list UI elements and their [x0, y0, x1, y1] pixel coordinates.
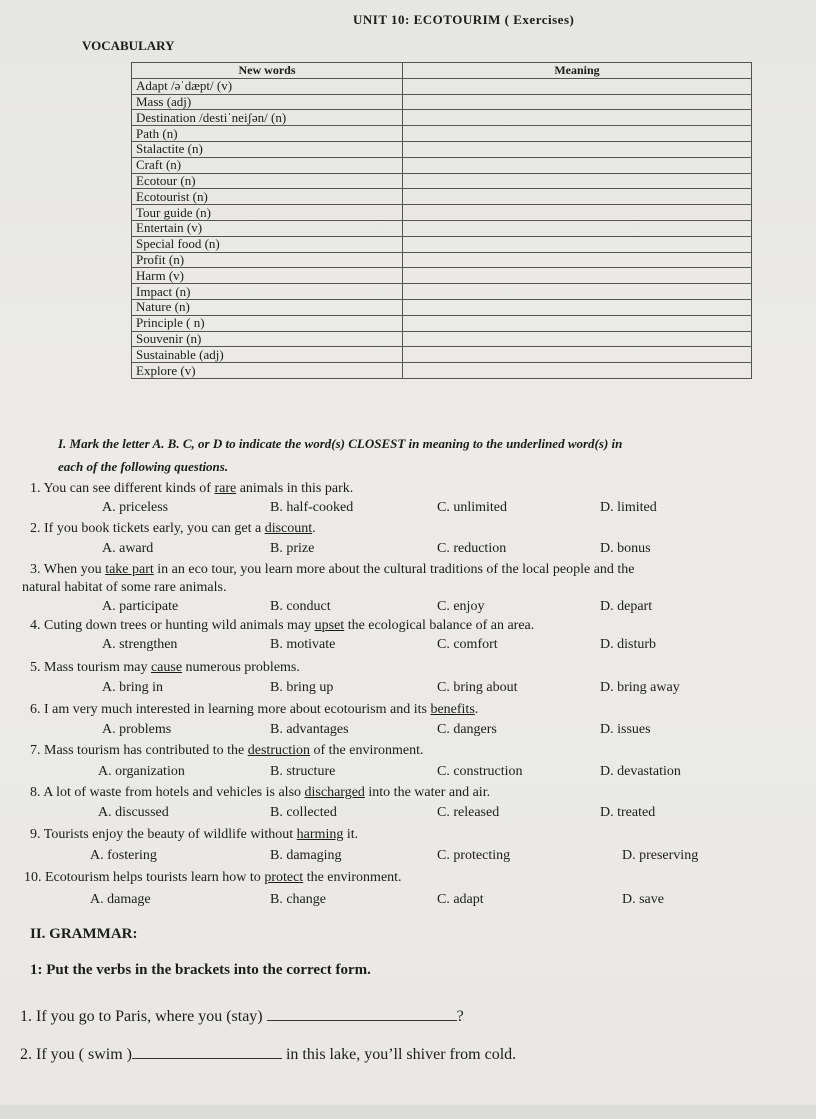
vocab-meaning-cell[interactable] [403, 141, 752, 157]
grammar-item-2-text: 2. If you ( swim ) [20, 1046, 132, 1063]
underlined-word: take part [105, 562, 154, 577]
new-words-header: New words [132, 63, 403, 79]
underlined-word: cause [150, 660, 183, 675]
option-d[interactable]: D. save [622, 892, 664, 907]
question-text: 6. I am very much interested in learning more about ecotourism and its [30, 702, 431, 717]
vocab-row [132, 315, 752, 331]
vocab-meaning-cell[interactable] [403, 331, 752, 347]
grammar-title: II. GRAMMAR: [30, 926, 138, 942]
question-text-end: . [474, 702, 479, 717]
vocab-word: Special food (n) [132, 236, 403, 252]
option-b[interactable]: B. bring up [270, 680, 334, 695]
option-d[interactable]: D. disturb [600, 637, 656, 652]
vocab-row [132, 205, 752, 221]
vocab-meaning-cell[interactable] [403, 299, 752, 315]
question-text-end: of the environment. [309, 743, 424, 758]
question-3-line2: natural habitat of some rare animals. [22, 580, 227, 595]
page-title: UNIT 10: ECOTOURIM ( Exercises) [353, 12, 575, 27]
vocab-meaning-cell[interactable] [403, 110, 752, 126]
vocabulary-label: VOCABULARY [82, 38, 175, 53]
option-b[interactable]: B. half-cooked [270, 500, 354, 515]
vocab-meaning-cell[interactable] [403, 347, 752, 363]
option-c[interactable]: C. protecting [437, 848, 511, 863]
vocab-word: Nature (n) [132, 299, 403, 315]
question-9 [30, 827, 358, 843]
option-a[interactable]: A. strengthen [102, 637, 178, 652]
vocab-row [132, 252, 752, 268]
grammar-item-2-blank[interactable] [132, 1044, 282, 1059]
vocab-row [132, 157, 752, 173]
grammar-item-1-text: 1. If you go to Paris, where you (stay) [20, 1008, 267, 1025]
vocab-row [132, 236, 752, 252]
vocab-meaning-cell[interactable] [403, 252, 752, 268]
option-c[interactable]: C. construction [437, 764, 523, 779]
vocab-word: Harm (v) [132, 268, 403, 284]
question-4 [30, 618, 534, 634]
vocab-row [132, 126, 752, 142]
underlined-word: upset [314, 618, 345, 633]
option-a[interactable]: A. participate [102, 599, 179, 614]
question-text: 1. You can see different kinds of [30, 481, 215, 496]
vocab-word: Stalactite (n) [132, 141, 403, 157]
option-b[interactable]: B. prize [270, 541, 315, 556]
underlined-word: harming [296, 827, 344, 842]
vocab-row [132, 268, 752, 284]
grammar-item-2-end: in this lake, you’ll shiver from cold. [281, 1046, 517, 1063]
vocab-word: Mass (adj) [132, 94, 403, 110]
option-a[interactable]: A. bring in [102, 680, 164, 695]
question-text-end: animals in this park. [236, 481, 354, 496]
option-c[interactable]: C. reduction [437, 541, 507, 556]
option-c[interactable]: C. unlimited [437, 500, 507, 515]
question-7 [30, 743, 424, 759]
option-a[interactable]: A. problems [102, 722, 172, 737]
option-c[interactable]: C. comfort [437, 637, 498, 652]
vocab-row [132, 94, 752, 110]
vocab-word: Tour guide (n) [132, 205, 403, 221]
vocab-meaning-cell[interactable] [403, 157, 752, 173]
vocab-word: Destination /destiˈneiʃən/ (n) [132, 110, 403, 126]
underlined-word: benefits [430, 702, 475, 717]
option-d[interactable]: D. limited [600, 500, 657, 515]
vocab-meaning-cell[interactable] [403, 284, 752, 300]
option-b[interactable]: B. structure [270, 764, 336, 779]
vocab-row [132, 220, 752, 236]
option-c[interactable]: C. adapt [437, 892, 484, 907]
vocab-row [132, 141, 752, 157]
question-text: 2. If you book tickets early, you can get a [30, 521, 265, 536]
vocab-row [132, 363, 752, 379]
vocab-word: Impact (n) [132, 284, 403, 300]
underlined-word: rare [214, 481, 237, 496]
option-a[interactable]: A. fostering [90, 848, 157, 863]
option-c[interactable]: C. enjoy [437, 599, 485, 614]
option-d[interactable]: D. treated [600, 805, 656, 820]
vocab-row [132, 78, 752, 94]
option-b[interactable]: B. conduct [270, 599, 331, 614]
option-b[interactable]: B. motivate [270, 637, 336, 652]
option-d[interactable]: D. bring away [600, 680, 680, 695]
question-text-end: numerous problems. [182, 660, 300, 675]
question-2 [30, 521, 316, 537]
grammar-item-2 [20, 1044, 516, 1064]
grammar-item-1-end: ? [456, 1008, 464, 1025]
grammar-item-1-blank[interactable] [267, 1006, 457, 1021]
vocab-row [132, 284, 752, 300]
vocab-meaning-cell[interactable] [403, 220, 752, 236]
vocab-row [132, 189, 752, 205]
vocabulary-table [131, 62, 752, 379]
question-8 [30, 785, 490, 801]
vocab-meaning-cell[interactable] [403, 363, 752, 379]
vocab-meaning-cell[interactable] [403, 189, 752, 205]
option-b[interactable]: B. change [270, 892, 326, 907]
question-text: 8. A lot of waste from hotels and vehicles is also [30, 785, 305, 800]
vocab-meaning-cell[interactable] [403, 236, 752, 252]
vocab-word: Path (n) [132, 126, 403, 142]
option-c[interactable]: C. released [437, 805, 500, 820]
option-c[interactable]: C. bring about [437, 680, 518, 695]
vocab-row [132, 299, 752, 315]
section1-heading-line2: each of the following questions. [58, 459, 229, 474]
option-b[interactable]: B. collected [270, 805, 337, 820]
vocab-row [132, 173, 752, 189]
vocab-meaning-cell[interactable] [403, 173, 752, 189]
underlined-word: discharged [304, 785, 365, 800]
question-text-end: . [312, 521, 316, 536]
option-a[interactable]: A. award [102, 541, 154, 556]
question-text-end: it. [343, 827, 359, 842]
vocab-meaning-cell[interactable] [403, 315, 752, 331]
question-text: 3. When you [30, 562, 106, 577]
question-6 [30, 702, 478, 718]
vocab-word: Explore (v) [132, 363, 403, 379]
question-10 [24, 870, 402, 886]
question-text: 10. Ecotourism helps tourists learn how to [24, 870, 265, 885]
section1-heading-line1: I. Mark the letter A. B. C, or D to indicate the word(s) CLOSEST in meaning to the underlined word(s) in [58, 436, 623, 451]
option-b[interactable]: B. advantages [270, 722, 349, 737]
meaning-header: Meaning [403, 63, 752, 79]
option-a[interactable]: A. damage [90, 892, 151, 907]
vocab-row [132, 331, 752, 347]
question-text-end: in an eco tour, you learn more about the cultural traditions of the local people and the [153, 562, 635, 577]
question-1 [30, 481, 353, 497]
vocab-meaning-cell[interactable] [403, 94, 752, 110]
grammar-exercise-title: 1: Put the verbs in the brackets into the correct form. [30, 962, 371, 978]
option-d[interactable]: D. issues [600, 722, 651, 737]
option-a[interactable]: A. organization [98, 764, 185, 779]
vocab-row [132, 347, 752, 363]
question-text: 4. Cuting down trees or hunting wild animals may [30, 618, 315, 633]
vocab-row [132, 110, 752, 126]
option-d[interactable]: D. devastation [600, 764, 681, 779]
option-d[interactable]: D. preserving [622, 848, 699, 863]
underlined-word: discount [264, 521, 313, 536]
vocab-word: Principle ( n) [132, 315, 403, 331]
vocab-meaning-cell[interactable] [403, 205, 752, 221]
vocab-word: Ecotour (n) [132, 173, 403, 189]
vocab-word: Sustainable (adj) [132, 347, 403, 363]
option-b[interactable]: B. damaging [270, 848, 342, 863]
vocab-word: Souvenir (n) [132, 331, 403, 347]
vocab-meaning-cell[interactable] [403, 268, 752, 284]
vocab-meaning-cell[interactable] [403, 126, 752, 142]
option-d[interactable]: D. depart [600, 599, 653, 614]
option-a[interactable]: A. discussed [98, 805, 169, 820]
vocab-word: Entertain (v) [132, 220, 403, 236]
question-text: 5. Mass tourism may [30, 660, 151, 675]
underlined-word: protect [264, 870, 304, 885]
question-5 [30, 660, 300, 676]
question-text-end: into the water and air. [364, 785, 491, 800]
question-text-end: the environment. [303, 870, 402, 885]
option-c[interactable]: C. dangers [437, 722, 497, 737]
vocab-word: Ecotourist (n) [132, 189, 403, 205]
vocab-word: Profit (n) [132, 252, 403, 268]
question-text: 7. Mass tourism has contributed to the [30, 743, 248, 758]
question-text-end: the ecological balance of an area. [344, 618, 535, 633]
question-text: 9. Tourists enjoy the beauty of wildlife without [30, 827, 297, 842]
vocab-word: Craft (n) [132, 157, 403, 173]
option-a[interactable]: A. priceless [102, 500, 169, 515]
vocab-meaning-cell[interactable] [403, 78, 752, 94]
underlined-word: destruction [247, 743, 310, 758]
grammar-item-1 [20, 1006, 464, 1026]
option-d[interactable]: D. bonus [600, 541, 651, 556]
question-3 [30, 562, 635, 578]
vocab-word: Adapt /əˈdæpt/ (v) [132, 78, 403, 94]
